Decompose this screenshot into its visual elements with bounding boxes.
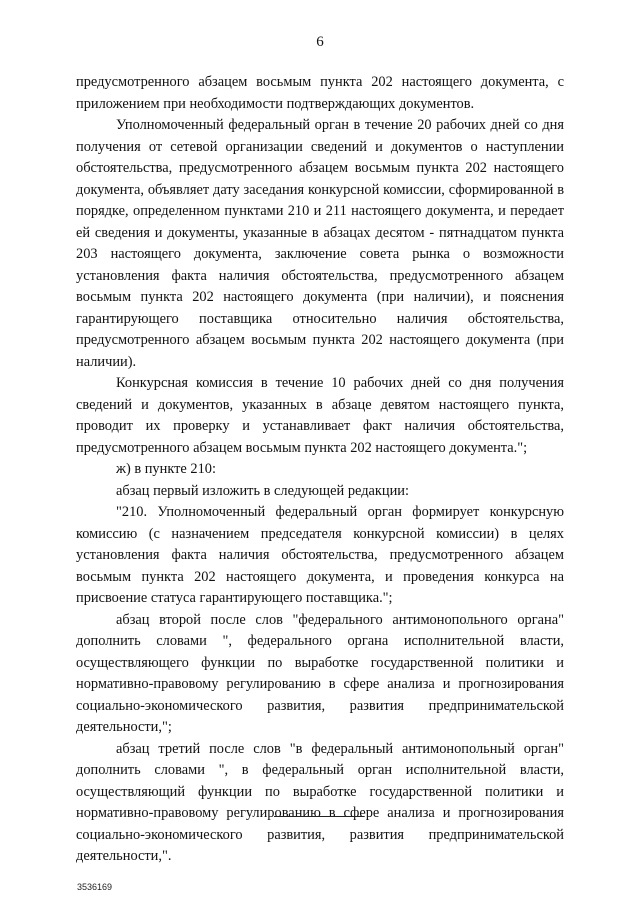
document-body <box>76 72 564 868</box>
page-number: 6 <box>316 34 324 50</box>
paragraph: "210. Уполномоченный федеральный орган формирует конкурсную комиссию (с назначением председателя конкурсной комиссии) в целях установления факта наличия обстоятельства, предусмотренного абзацем восьмым пункта 202 настоящего документа, и проведения конкурса на присвоение статуса гарантирующего поставщика."; <box>76 504 564 606</box>
paragraph: абзац третий после слов "в федеральный антимонопольный орган" дополнить словами ", в федеральный орган исполнительной власти, осуществляющий функции по выработке государственной политики и нормативно-правовому регулированию в сфере анализа и прогнозирования социально-экономического развития, развития предпринимательской деятельности,". <box>76 740 564 864</box>
paragraph: предусмотренного абзацем восьмым пункта 202 настоящего документа, с приложением при необходимости подтверждающих документов. <box>76 74 564 112</box>
document-code: 3536169 <box>77 882 113 892</box>
paragraph: Конкурсная комиссия в течение 10 рабочих дней со дня получения сведений и документов, указанных в абзаце девятом настоящего пункта, проводит их проверку и устанавливает факт наличия обстоятельства, предусмотренного абзацем восьмым пункта 202 настоящего документа."; <box>76 375 564 456</box>
paragraph: абзац первый изложить в следующей редакции: <box>116 482 410 499</box>
paragraph: ж) в пункте 210: <box>116 461 216 477</box>
end-separator-line <box>274 816 364 817</box>
paragraph: Уполномоченный федеральный орган в течение 20 рабочих дней со дня получения от сетевой организации сведений и документов о наступлении обстоятельства, предусмотренного абзацем восьмым пункта 202 настоящего документа, объявляет дату заседания конкурсной комиссии, сформированной в порядке, определенном пунктами 210 и 211 настоящего документа, и передает ей сведения и документы, указанные в абзацах десятом - пятнадцатом пункта 203 настоящего документа, заключение совета рынка о возможности установления факта наличия обстоятельства, предусмотренного абзацем восьмым пункта 202 настоящего документа (при наличии), и пояснения гарантирующего поставщика относительно наличия обстоятельства, предусмотренного абзацем восьмым пункта 202 настоящего документа (при наличии). <box>76 117 564 370</box>
paragraph: абзац второй после слов "федерального антимонопольного органа" дополнить словами ", федерального органа исполнительной власти, осуществляющего функции по выработке государственной политики и нормативно-правовому регулированию в сфере анализа и прогнозирования социально-экономического развития, развития предпринимательской деятельности,"; <box>76 611 564 735</box>
